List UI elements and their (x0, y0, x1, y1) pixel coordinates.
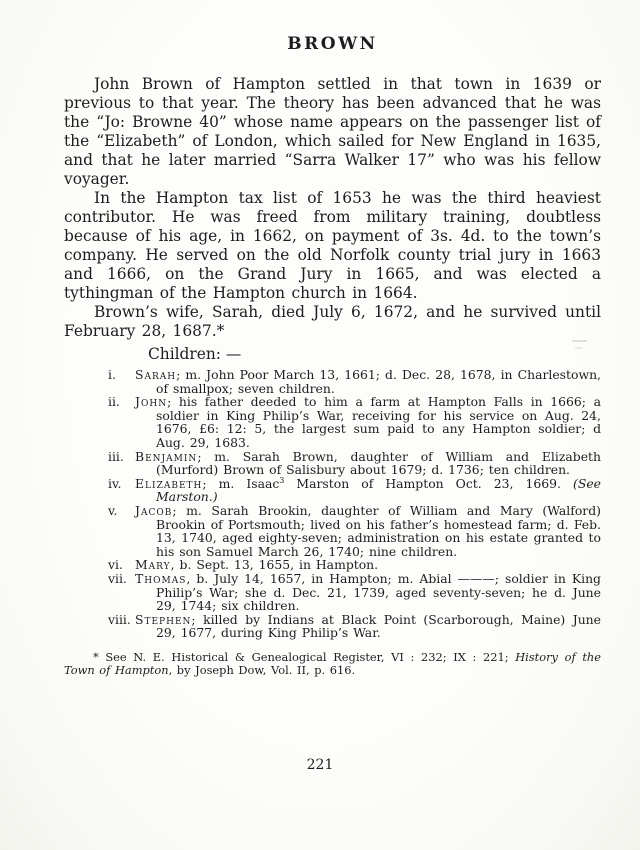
child-entry (108, 450, 601, 477)
child-name: Sarah (135, 367, 177, 382)
child-text (135, 572, 601, 613)
child-detail: ; m. John Poor March 13, 1661; d. Dec. 28, 1678, in Charlestown, of smallpox; seven children. (156, 367, 601, 396)
child-numeral: vii. (108, 570, 127, 586)
children-heading: Children: — (148, 345, 242, 363)
body-paragraph: Brown’s wife, Sarah, died July 6, 1672, and he survived until February 28, 1687.* (64, 303, 601, 340)
child-text (135, 613, 601, 640)
footnote (64, 651, 601, 678)
child-numeral: i. (108, 367, 116, 382)
child-text (135, 450, 601, 477)
child-detail: ; his father deeded to him a farm at Hampton Falls in 1666; a soldier in King Philip’s War, receiving for his service on Aug. 24, 1676, £6: 12: 5, the largest sum paid to any Hampton soldier; d Aug. 29, 1683. (156, 394, 601, 450)
child-name: Jacob (135, 502, 173, 518)
footnote-title-italic: History of the Town of Hampton (64, 649, 601, 678)
body-paragraph: In the Hampton tax list of 1653 he was the third heaviest contributor. He was freed from military training, doubtless because of his age, in 1662, on payment of 3s. 4d. to the town’s company. He served on the old Norfolk county trial jury in 1663 and 1666, on the Grand Jury in 1665, and was elected a tythingman of the Hampton church in 1664. (64, 189, 601, 302)
child-name: John (135, 394, 168, 410)
body-paragraph: John Brown of Hampton settled in that town in 1639 or previous to that year. The theory has been advanced that he was the “Jo: Browne 40” whose name appears on the passenger list of the “Elizabeth” of London, which sailed for New England in 1635, and that he later married “Sarra Walker 17” who was his fellow voyager. (64, 75, 601, 188)
child-entry (108, 613, 601, 640)
generation-superscript: 3 (279, 475, 285, 485)
child-detail: , b. July 14, 1657, in Hampton; m. Abial ———; soldier in King Philip’s War; she d. Dec. 21, 1739, aged seventy-seven; he d. June 29, 1744; six children. (156, 570, 601, 614)
child-entry (108, 477, 601, 504)
child-text (135, 368, 601, 395)
child-detail: , b. Sept. 13, 1655, in Hampton. (170, 557, 379, 573)
child-detail: ; m. Sarah Brown, daughter of William and Elizabeth (Murford) Brown of Salisbury about 1679; d. 1736; ten children. (156, 448, 601, 478)
child-numeral: vi. (108, 557, 123, 573)
child-detail: ; killed by Indians at Black Point (Scarborough, Maine) June 29, 1677, during King Philip’s War. (156, 611, 601, 641)
child-detail-italic: (See Marston.) (156, 475, 601, 505)
surname-heading: BROWN (287, 34, 378, 54)
child-numeral: iii. (108, 448, 124, 464)
footnote-text: * See N. E. Historical & Genealogical Register, VI : 232; IX : 221; (93, 649, 516, 664)
child-name: Thomas (135, 570, 187, 586)
child-name: Benjamin (135, 448, 198, 464)
child-name: Elizabeth (135, 475, 203, 491)
children-list (64, 368, 601, 640)
child-detail: ; m. Sarah Brookin, daughter of William and Mary (Walford) Brookin of Portsmouth; lived on his father’s homestead farm; d. Feb. 13, 1740, aged eighty-seven; administration on his estate granted to his son Samuel March 26, 1740; nine children. (156, 502, 601, 559)
child-entry (108, 558, 601, 572)
child-entry (108, 395, 601, 449)
child-text (135, 558, 601, 572)
child-detail: ; m. Isaac (202, 475, 280, 491)
child-numeral: v. (108, 502, 118, 518)
child-name: Stephen (135, 611, 192, 627)
child-numeral: viii. (108, 611, 131, 627)
child-entry (108, 572, 601, 613)
child-text (135, 504, 601, 558)
footnote-text: , by Joseph Dow, Vol. II, p. 616. (168, 663, 356, 678)
child-text (135, 395, 601, 449)
child-name: Mary (135, 557, 171, 573)
text-block (64, 34, 601, 678)
child-numeral: ii. (108, 394, 120, 410)
child-entry (108, 504, 601, 558)
child-numeral: iv. (108, 475, 122, 491)
child-detail: Marston of Hampton Oct. 23, 1669. (284, 475, 573, 491)
page-number: 221 (306, 757, 334, 773)
child-entry (108, 368, 601, 395)
child-text (135, 477, 601, 504)
